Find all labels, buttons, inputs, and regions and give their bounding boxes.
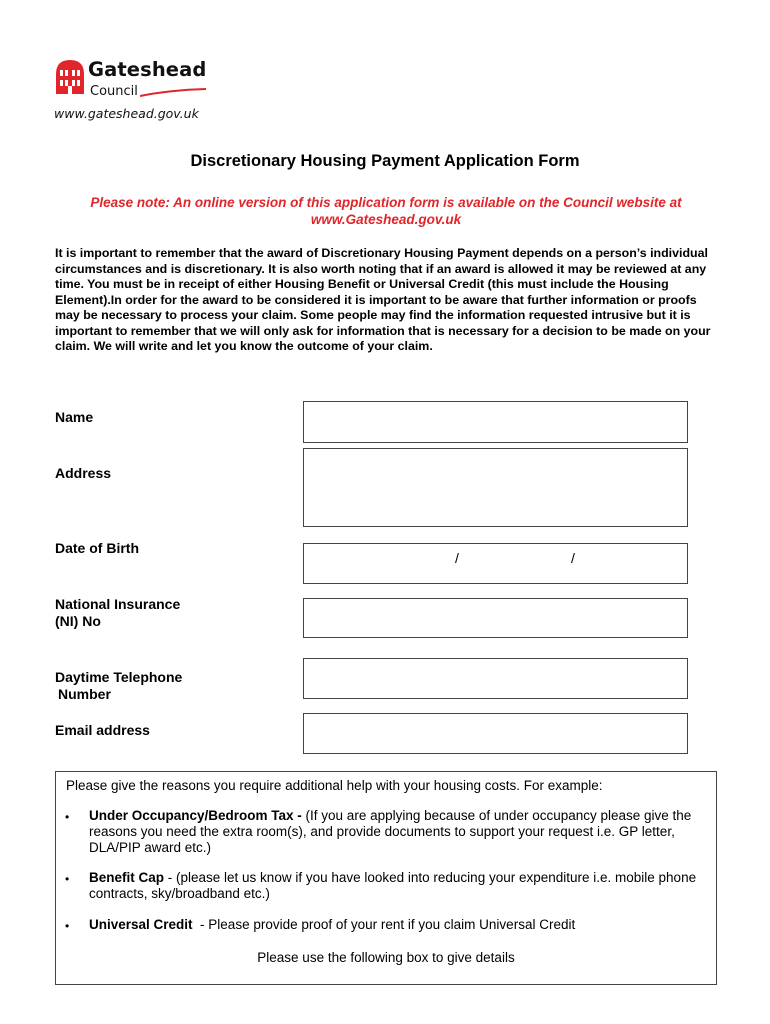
logo-council: Council (90, 84, 138, 99)
address-label: Address (55, 465, 112, 481)
reason-title: Universal Credit (89, 917, 193, 932)
bullet-icon: • (65, 810, 70, 824)
dob-separator: / (455, 550, 459, 566)
reasons-intro: Please give the reasons you require additional help with your housing costs. For example: (66, 778, 603, 793)
name-label: Name (55, 409, 94, 425)
reason-item (89, 870, 704, 902)
online-version-note: Please note: An online version of this application form is available on the Council website at www.Gateshead.gov.uk (90, 195, 682, 227)
page-title: Discretionary Housing Payment Application Form (190, 152, 580, 170)
email-label: Email address (55, 722, 150, 738)
reason-text: - (please let us know if you have looked into reducing your expenditure i.e. mobile phone contracts, sky/broadband etc.) (89, 870, 697, 901)
logo-name: Gateshead (88, 58, 207, 81)
reasons-box (55, 771, 717, 985)
ni-label (55, 596, 180, 630)
dob-label: Date of Birth (55, 540, 139, 556)
logo-swoosh (140, 88, 206, 98)
dob-separator: / (571, 550, 575, 566)
reason-item (89, 808, 704, 856)
phone-label-line2: Number (58, 686, 111, 702)
ni-label-line2: (NI) No (55, 613, 101, 629)
email-field[interactable] (303, 713, 688, 754)
ni-number-field[interactable] (303, 598, 688, 638)
phone-label (55, 669, 182, 703)
reason-title: Under Occupancy/Bedroom Tax - (89, 808, 302, 823)
reason-text: (If you are applying because of under occupancy please give the reasons you need the extra room(s), and provide documents to support your request i.e. GP letter, DLA/PIP award etc.) (89, 808, 692, 855)
intro-paragraph: It is important to remember that the award of Discretionary Housing Payment depends on a person’s individual circumstances and is discretionary. It is also worth noting that if an award is allowed it may be reviewed at any time. You must be in receipt of either Housing Benefit or Universal Credit (this must include the Housing Element).In order for the award to be considered it is important to be aware that further information or proofs may be necessary to process your claim. Some people may find the information requested intrusive but it is important to remember that we will only ask for information that is necessary for a decision to be made on your claim. We will write and let you know the outcome of your claim. (55, 246, 711, 353)
reasons-footer: Please use the following box to give details (257, 950, 515, 965)
ni-label-line1: National Insurance (55, 596, 181, 612)
address-field[interactable] (303, 448, 688, 527)
website-url: www.gateshead.gov.uk (54, 106, 199, 121)
name-field[interactable] (303, 401, 688, 443)
reason-text: - Please provide proof of your rent if you claim Universal Credit (192, 917, 576, 932)
bullet-icon: • (65, 919, 70, 933)
phone-label-line1: Daytime Telephone (55, 669, 183, 685)
reason-title: Benefit Cap (89, 870, 165, 885)
bullet-icon: • (65, 872, 70, 886)
phone-field[interactable] (303, 658, 688, 699)
dob-field[interactable] (303, 543, 688, 584)
town-hall-icon (54, 56, 86, 96)
reason-item (89, 917, 704, 933)
